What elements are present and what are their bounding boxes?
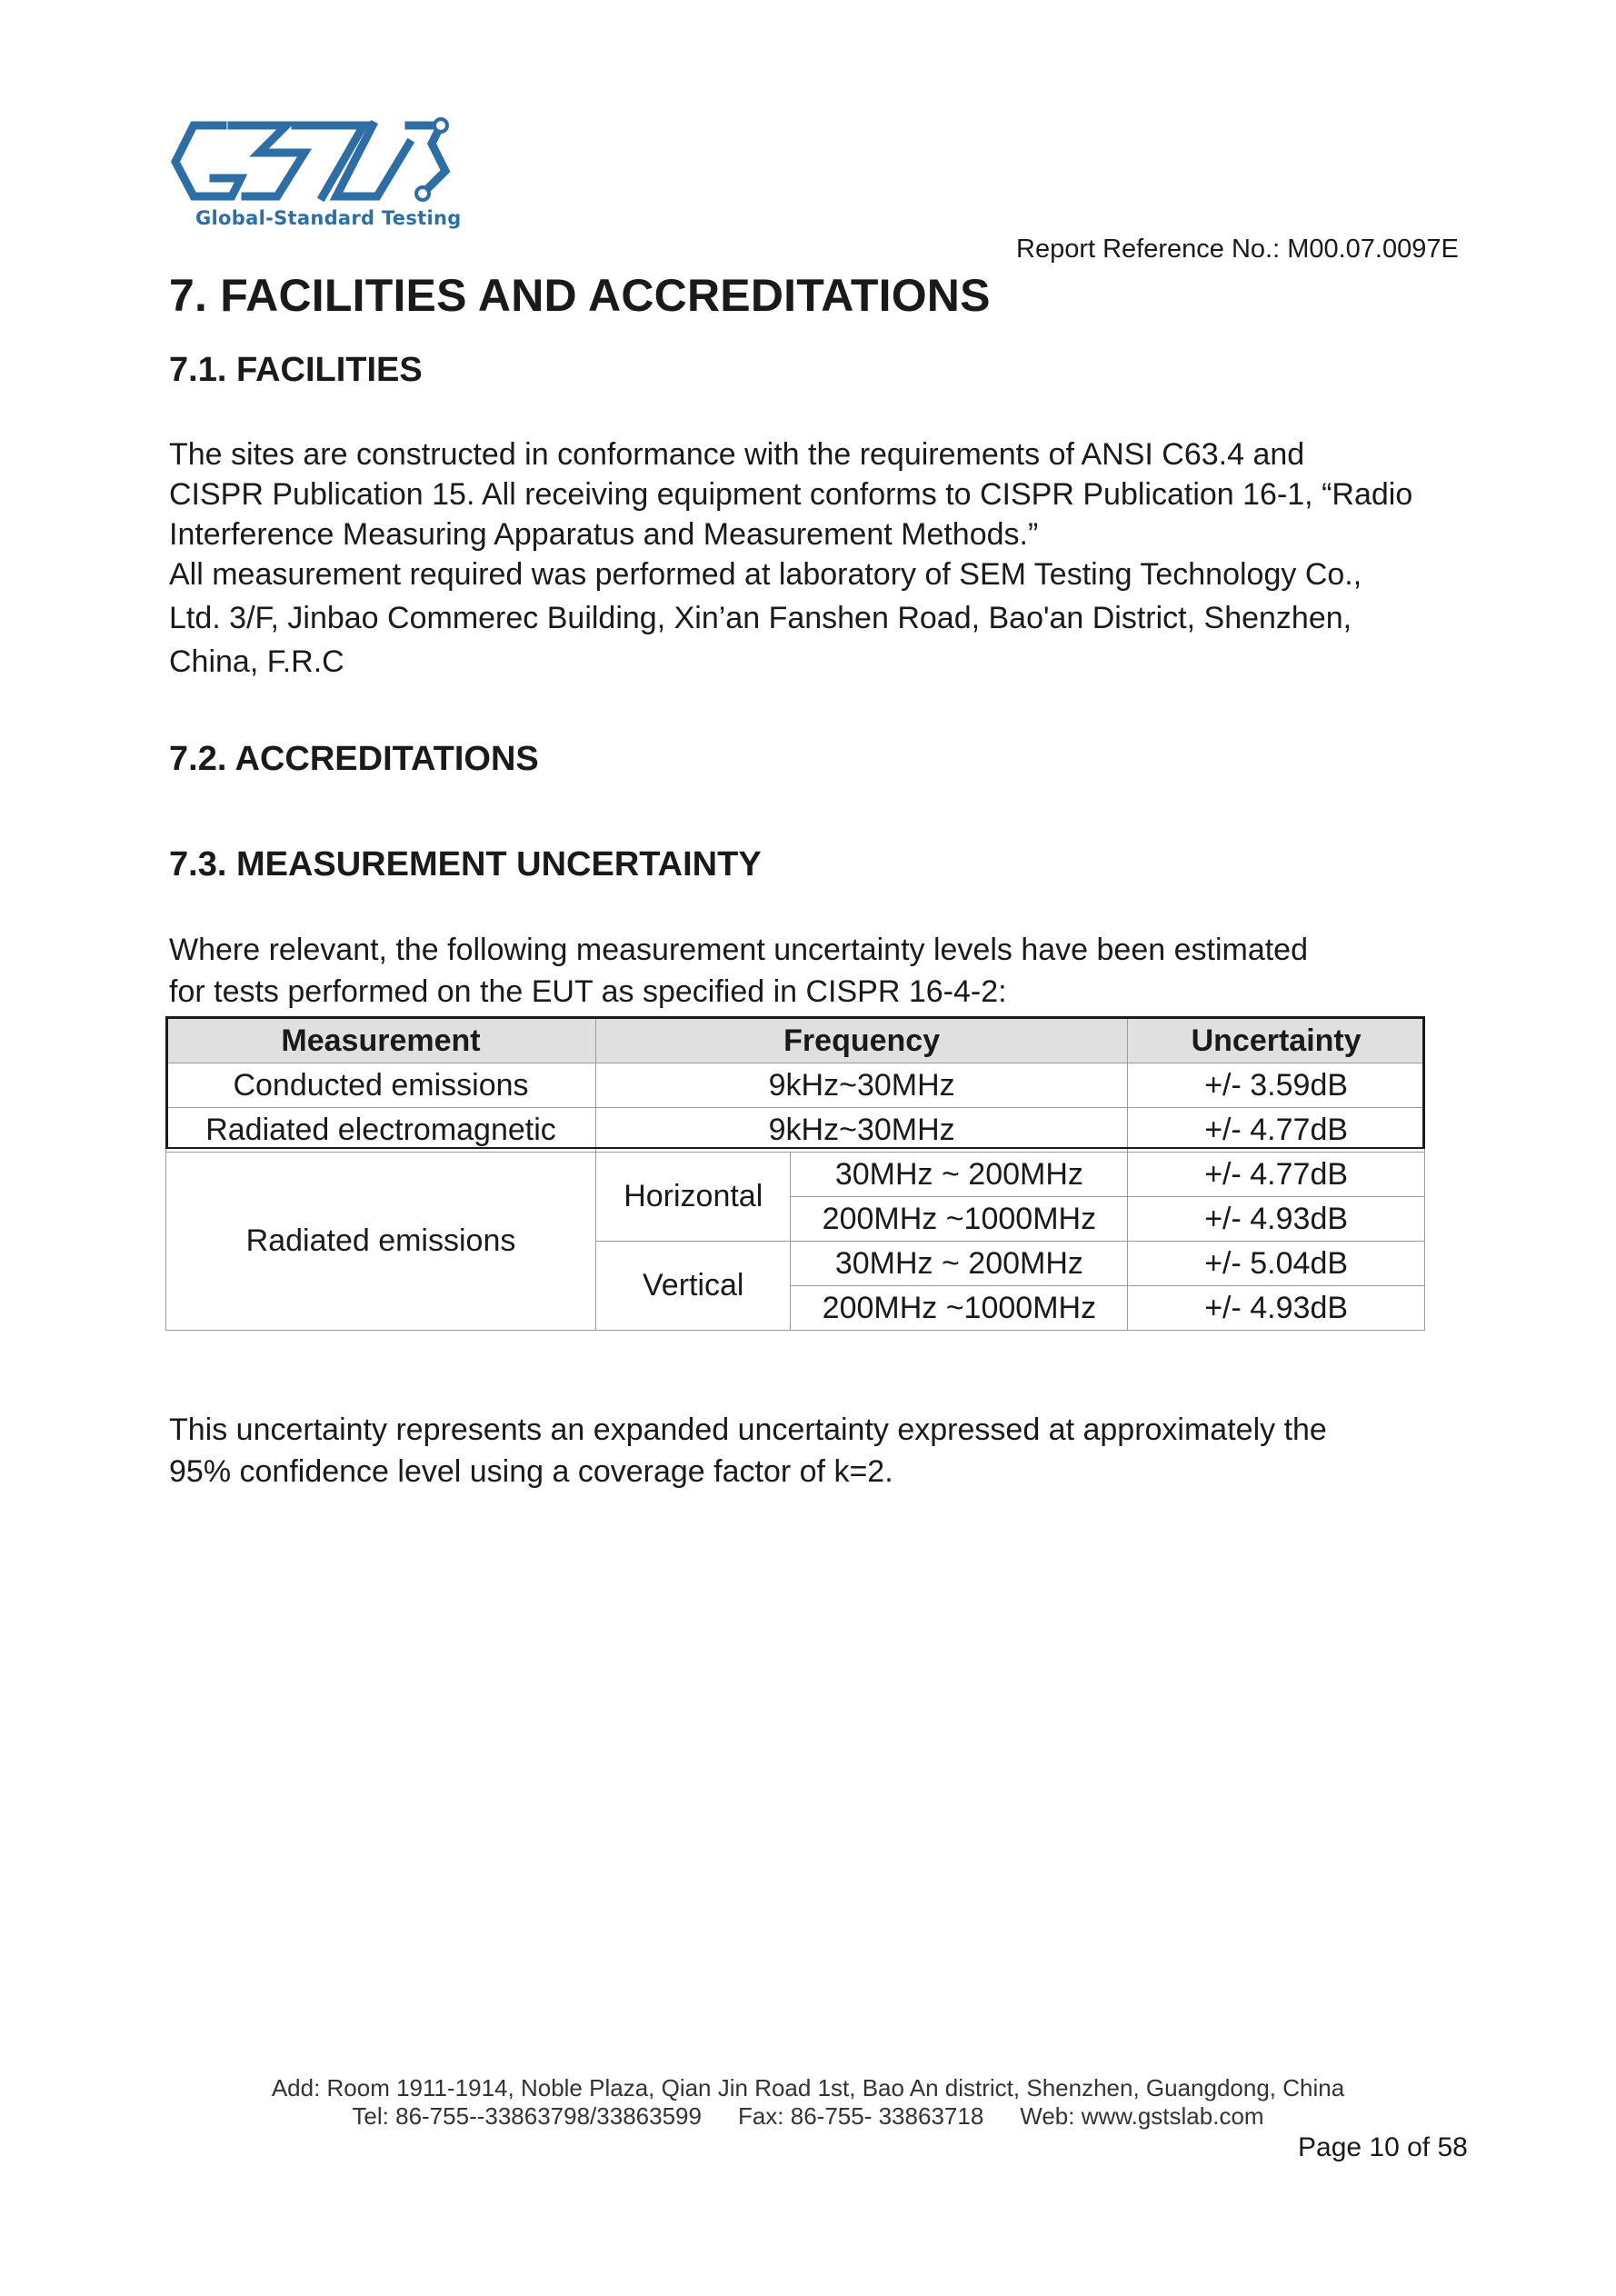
paragraph-line: This uncertainty represents an expanded uncertainty expressed at approximately the [169,1413,1327,1447]
frequency-cell: 30MHz ~ 200MHz [791,1242,1128,1286]
header-cell: Uncertainty [1128,1018,1425,1063]
polarization-cell: Horizontal [596,1153,791,1242]
table-row [166,1108,1425,1153]
paragraph-line: 95% confidence level using a coverage factor of k=2. [169,1454,893,1489]
footer-fax: Fax: 86-755- 33863718 [737,2102,984,2130]
measurement-cell: Conducted emissions [166,1063,596,1108]
polarization-cell: Vertical [596,1242,791,1331]
frequency-cell: 200MHz ~1000MHz [791,1197,1128,1242]
uncertainty-cell: +/- 4.93dB [1128,1197,1425,1242]
logo-text: Global-Standard Testing [195,207,462,229]
uncertainty-cell: +/- 3.59dB [1128,1063,1425,1108]
paragraph-line: Interference Measuring Apparatus and Measurement Methods.” [169,517,1039,552]
report-reference: Report Reference No.: M00.07.0097E [1016,235,1459,264]
uncertainty-cell: +/- 5.04dB [1128,1242,1425,1286]
header-cell: Measurement [166,1018,596,1063]
frequency-cell: 9kHz~30MHz [596,1108,1128,1153]
uncertainty-table [165,1016,1425,1331]
accreditations-heading: 7.2. ACCREDITATIONS [169,740,539,778]
paragraph-line: The sites are constructed in conformance with the requirements of ANSI C63.4 and [169,437,1305,472]
frequency-cell: 30MHz ~ 200MHz [791,1153,1128,1197]
facilities-paragraph [169,434,1412,682]
table-row [166,1153,1425,1197]
table-header-row [166,1018,1425,1063]
paragraph-line: All measurement required was performed at laboratory of SEM Testing Technology Co., [169,557,1362,592]
footer-contacts [0,2102,1616,2131]
uncertainty-note [169,1409,1327,1492]
frequency-cell: 200MHz ~1000MHz [791,1286,1128,1331]
footer-web: Web: www.gstslab.com [1020,2102,1264,2130]
page-number: Page 10 of 58 [1298,2132,1468,2162]
paragraph-line: for tests performed on the EUT as specified in CISPR 16-4-2: [169,974,1007,1009]
uncertainty-cell: +/- 4.93dB [1128,1286,1425,1331]
paragraph-line: China, F.R.C [169,644,344,679]
uncertainty-intro [169,929,1308,1013]
measurement-cell: Radiated electromagnetic [166,1108,596,1153]
frequency-cell: 9kHz~30MHz [596,1063,1128,1108]
header-cell: Frequency [596,1018,1128,1063]
paragraph-line: Ltd. 3/F, Jinbao Commerec Building, Xin’an Fanshen Road, Bao'an District, Shenzhen, [169,601,1352,635]
uncertainty-heading: 7.3. MEASUREMENT UNCERTAINTY [169,845,762,883]
section-title: 7. FACILITIES AND ACCREDITATIONS [169,270,991,321]
paragraph-line: Where relevant, the following measurement uncertainty levels have been estimated [169,933,1309,967]
footer-address: Add: Room 1911-1914, Noble Plaza, Qian Jin Road 1st, Bao An district, Shenzhen, Guangdong, China [271,2074,1345,2101]
gst-logo-mark [168,116,468,207]
facilities-heading: 7.1. FACILITIES [169,351,423,389]
paragraph-line: CISPR Publication 15. All receiving equipment conforms to CISPR Publication 16-1, “Radio [169,477,1413,512]
measurement-cell: Radiated emissions [166,1153,596,1331]
uncertainty-cell: +/- 4.77dB [1128,1108,1425,1153]
footer-tel: Tel: 86-755--33863798/33863599 [352,2102,702,2130]
uncertainty-cell: +/- 4.77dB [1128,1153,1425,1197]
company-logo [168,116,468,235]
table-row [166,1063,1425,1108]
